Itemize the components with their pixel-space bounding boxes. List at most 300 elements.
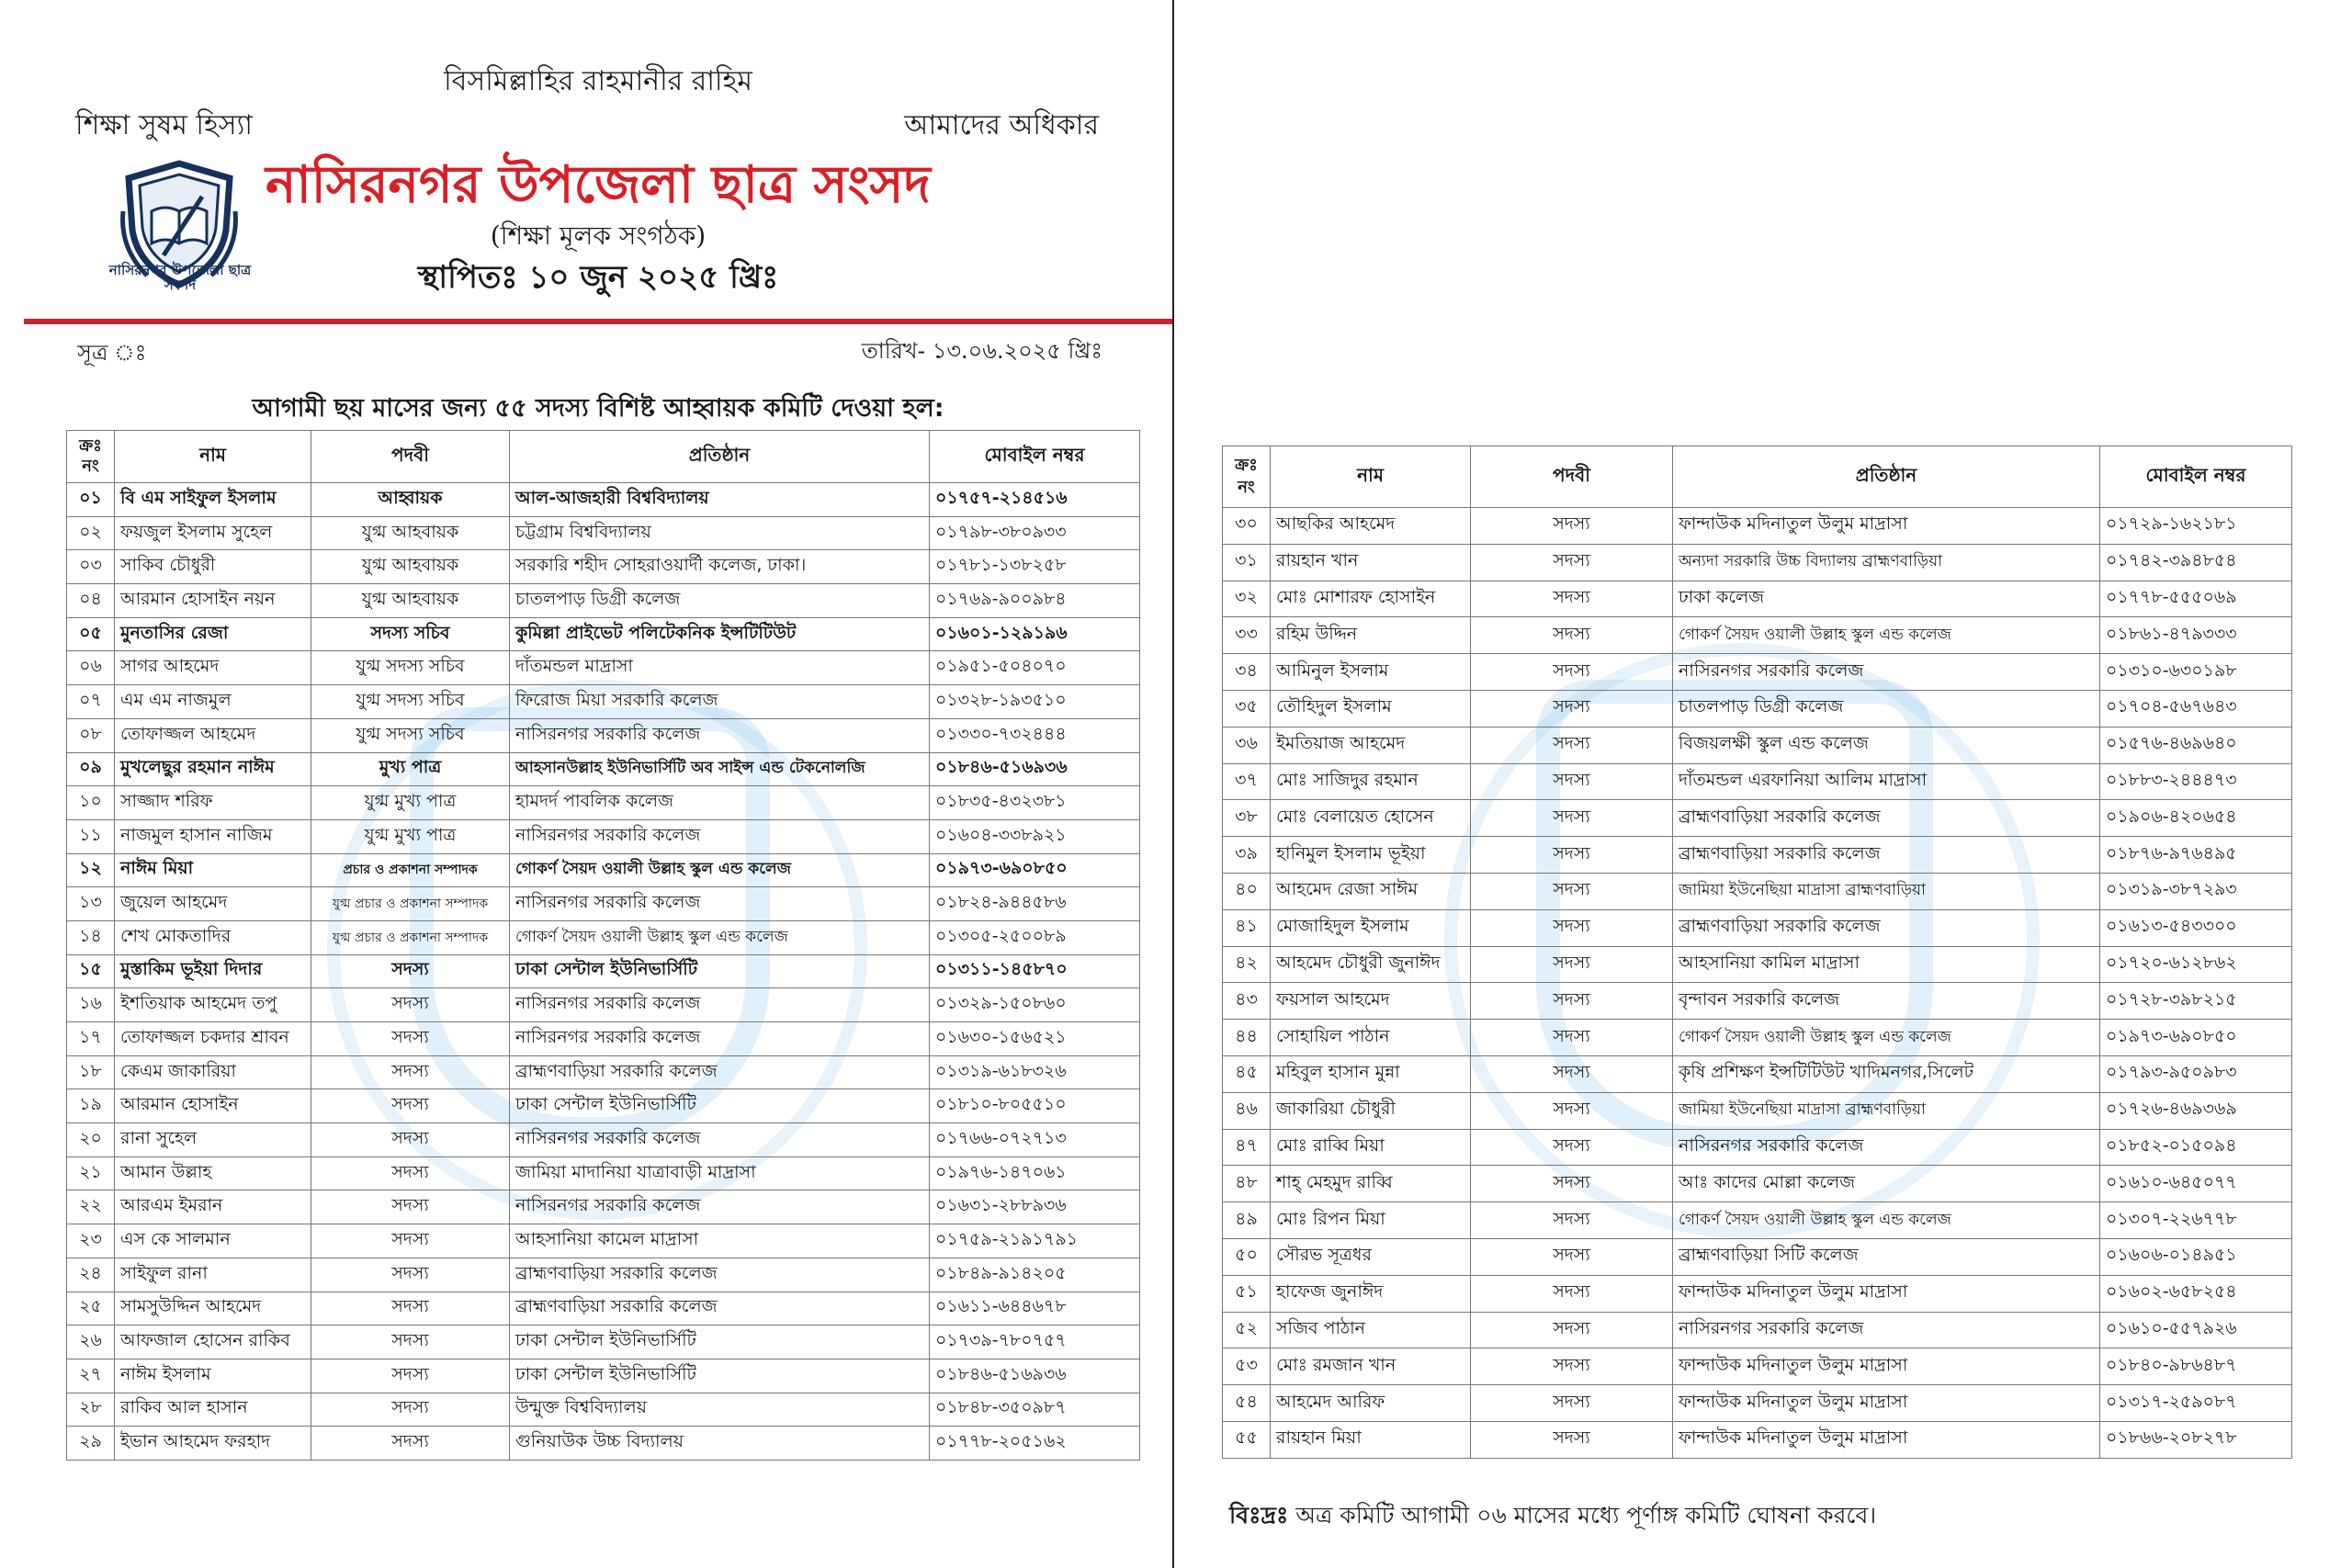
cell-serial: ১৩ bbox=[67, 887, 115, 921]
cell-mobile: ০১৭৬৬-০৭২৭১৩ bbox=[930, 1123, 1140, 1157]
cell-institution: নাসিরনগর সরকারি কলেজ bbox=[510, 988, 930, 1022]
cell-name: শাহ্ মেহমুদ রাব্বি bbox=[1271, 1166, 1471, 1202]
reference-label: সূত্র ঃ bbox=[77, 340, 147, 366]
table-row bbox=[67, 617, 1140, 651]
cell-serial: ৪৯ bbox=[1223, 1202, 1271, 1239]
table-row bbox=[1223, 581, 2292, 617]
cell-institution: ঢাকা সেন্টাল ইউনিভার্সিটি bbox=[510, 1325, 930, 1359]
cell-mobile: ০১৭২৬-৪৬৯৩৬৯ bbox=[2100, 1092, 2292, 1129]
organization-name: নাসিরনগর উপজেলা ছাত্র সংসদ bbox=[266, 154, 931, 215]
cell-name: ইভান আহমেদ ফরহাদ bbox=[115, 1427, 311, 1461]
cell-institution: ফান্দাউক মদিনাতুল উলুম মাদ্রাসা bbox=[1673, 1385, 2100, 1422]
cell-post: সদস্য bbox=[1471, 909, 1673, 946]
cell-serial: ২৩ bbox=[67, 1224, 115, 1258]
cell-mobile: ০১৮১০-৮০৫৫১০ bbox=[930, 1089, 1140, 1123]
cell-mobile: ০১৩২৮-১৯৩৫১০ bbox=[930, 685, 1140, 719]
cell-post: সদস্য bbox=[311, 1089, 510, 1123]
table-row bbox=[1223, 1275, 2292, 1312]
footer-note bbox=[1229, 1497, 1876, 1537]
cell-serial: ০৮ bbox=[67, 718, 115, 752]
cell-serial: ৪১ bbox=[1223, 909, 1271, 946]
cell-serial: ১৫ bbox=[67, 954, 115, 988]
table-row bbox=[1223, 690, 2292, 727]
col-header-name: নাম bbox=[115, 431, 311, 483]
cell-institution: নাসিরনগর সরকারি কলেজ bbox=[1673, 1312, 2100, 1348]
cell-institution: চাতলপাড় ডিগ্রী কলেজ bbox=[510, 584, 930, 618]
table-row bbox=[67, 954, 1140, 988]
table-row bbox=[67, 1089, 1140, 1123]
organization-type: (শিক্ষা মূলক সংগঠক) bbox=[490, 220, 707, 251]
cell-post: সদস্য bbox=[1471, 654, 1673, 691]
cell-institution: নাসিরনগর সরকারি কলেজ bbox=[510, 1022, 930, 1056]
cell-post: সদস্য bbox=[311, 1156, 510, 1190]
cell-serial: ২৬ bbox=[67, 1325, 115, 1359]
cell-institution: আল-আজহারী বিশ্ববিদ্যালয় bbox=[510, 483, 930, 517]
table-row bbox=[1223, 1312, 2292, 1348]
cell-institution: নাসিরনগর সরকারি কলেজ bbox=[510, 718, 930, 752]
cell-serial: ২৮ bbox=[67, 1393, 115, 1427]
table-row bbox=[67, 1325, 1140, 1359]
cell-mobile: ০১৯০৬-৪২০৬৫৪ bbox=[2100, 800, 2292, 837]
cell-mobile: ০১৭৭৮-২০৫১৬২ bbox=[930, 1427, 1140, 1461]
col-header-name: নাম bbox=[1271, 446, 1471, 508]
cell-post: যুগ্ম আহবায়ক bbox=[311, 516, 510, 550]
cell-institution: নাসিরনগর সরকারি কলেজ bbox=[1673, 654, 2100, 691]
cell-institution: কুমিল্লা প্রাইভেট পলিটেকনিক ইন্সটিটিউট bbox=[510, 617, 930, 651]
cell-institution: বৃন্দাবন সরকারি কলেজ bbox=[1673, 983, 2100, 1020]
cell-mobile: ০১৬০২-৬৫৮২৫৪ bbox=[2100, 1275, 2292, 1312]
cell-name: সামসুউদ্দিন আহমেদ bbox=[115, 1292, 311, 1325]
cell-mobile: ০১৭৫৯-২১৯১৭৯১ bbox=[930, 1224, 1140, 1258]
members-table-right bbox=[1222, 446, 2292, 1459]
cell-post: সদস্য bbox=[311, 1123, 510, 1157]
cell-serial: ৩২ bbox=[1223, 581, 1271, 617]
cell-institution: দাঁতমন্ডল মাদ্রাসা bbox=[510, 651, 930, 685]
cell-institution: ফিরোজ মিয়া সরকারি কলেজ bbox=[510, 685, 930, 719]
cell-institution: হামদর্দ পাবলিক কলেজ bbox=[510, 786, 930, 820]
cell-serial: ০৬ bbox=[67, 651, 115, 685]
cell-post: যুগ্ম মুখ্য পাত্র bbox=[311, 819, 510, 853]
cell-mobile: ০১৭৪২-৩৯৪৮৫৪ bbox=[2100, 544, 2292, 581]
table-row bbox=[1223, 727, 2292, 763]
cell-serial: ০৯ bbox=[67, 752, 115, 786]
table-row bbox=[1223, 1238, 2292, 1275]
cell-name: শেখ মোকতাদির bbox=[115, 920, 311, 954]
cell-institution: কৃষি প্রশিক্ষণ ইন্সটিটিউট খাদিমনগর,সিলেট bbox=[1673, 1055, 2100, 1092]
cell-post: সদস্য bbox=[311, 1190, 510, 1224]
cell-mobile: ০১৬৩১-২৮৮৯৩৬ bbox=[930, 1190, 1140, 1224]
cell-name: কেএম জাকারিয়া bbox=[115, 1055, 311, 1089]
table-row bbox=[1223, 1129, 2292, 1166]
cell-serial: ৪৩ bbox=[1223, 983, 1271, 1020]
cell-mobile: ০১৬১১-৬৪৪৬৭৮ bbox=[930, 1292, 1140, 1325]
cell-name: রানা সুহেল bbox=[115, 1123, 311, 1157]
table-row bbox=[67, 1258, 1140, 1292]
cell-post: সদস্য bbox=[311, 1292, 510, 1325]
table-row bbox=[67, 651, 1140, 685]
cell-post: যুগ্ম আহবায়ক bbox=[311, 584, 510, 618]
cell-mobile: ০১৩১১-১৪৫৮৭০ bbox=[930, 954, 1140, 988]
cell-institution: আহসানিয়া কামিল মাদ্রাসা bbox=[1673, 946, 2100, 983]
cell-serial: ২৭ bbox=[67, 1359, 115, 1393]
cell-institution: সরকারি শহীদ সোহরাওয়ার্দী কলেজ, ঢাকা। bbox=[510, 550, 930, 584]
cell-serial: ৩৫ bbox=[1223, 690, 1271, 727]
cell-name: আহমেদ চৌধুরী জুনাঈদ bbox=[1271, 946, 1471, 983]
cell-institution: আহসানিয়া কামেল মাদ্রাসা bbox=[510, 1224, 930, 1258]
cell-post: সদস্য bbox=[1471, 837, 1673, 874]
cell-post: সদস্য bbox=[1471, 1166, 1673, 1202]
cell-mobile: ০১৮৭৬-৯৭৬৪৯৫ bbox=[2100, 837, 2292, 874]
table-row bbox=[1223, 909, 2292, 946]
table-row bbox=[1223, 837, 2292, 874]
cell-post: মুখ্য পাত্র bbox=[311, 752, 510, 786]
cell-institution: জামিয়া ইউনেছিয়া মাদ্রাসা ব্রাহ্মণবাড়িয়া bbox=[1673, 873, 2100, 909]
cell-mobile: ০১৬০৬-০১৪৯৫১ bbox=[2100, 1238, 2292, 1275]
cell-serial: ২৯ bbox=[67, 1427, 115, 1461]
col-header-institution: প্রতিষ্ঠান bbox=[1673, 446, 2100, 508]
cell-institution: গুনিয়াউক উচ্চ বিদ্যালয় bbox=[510, 1427, 930, 1461]
cell-post: সদস্য bbox=[1471, 946, 1673, 983]
cell-mobile: ০১৫৭৬-৪৬৯৬৪০ bbox=[2100, 727, 2292, 763]
cell-name: রায়হান মিয়া bbox=[1271, 1421, 1471, 1458]
page-right bbox=[1178, 0, 2352, 1568]
cell-post: সদস্য bbox=[1471, 1312, 1673, 1348]
cell-serial: ১২ bbox=[67, 853, 115, 887]
cell-institution: চাতলপাড় ডিগ্রী কলেজ bbox=[1673, 690, 2100, 727]
cell-serial: ২২ bbox=[67, 1190, 115, 1224]
cell-name: নাঈম ইসলাম bbox=[115, 1359, 311, 1393]
cell-serial: ১৬ bbox=[67, 988, 115, 1022]
cell-mobile: ০১৬১০-৫৫৭৯২৬ bbox=[2100, 1312, 2292, 1348]
cell-post: সদস্য bbox=[311, 1393, 510, 1427]
cell-serial: ৩৭ bbox=[1223, 763, 1271, 800]
cell-serial: ৪৫ bbox=[1223, 1055, 1271, 1092]
cell-mobile: ০১৭৬৯-৯০০৯৮৪ bbox=[930, 584, 1140, 618]
cell-post: যুগ্ম সদস্য সচিব bbox=[311, 685, 510, 719]
cell-name: সোহায়িল পাঠান bbox=[1271, 1020, 1471, 1056]
cell-institution: ব্রাহ্মণবাড়িয়া সিটি কলেজ bbox=[1673, 1238, 2100, 1275]
table-row bbox=[1223, 873, 2292, 909]
cell-post: সদস্য bbox=[1471, 1202, 1673, 1239]
cell-serial: ৩৪ bbox=[1223, 654, 1271, 691]
cell-mobile: ০১৮৫২-০১৫০৯৪ bbox=[2100, 1129, 2292, 1166]
cell-name: এম এম নাজমুল bbox=[115, 685, 311, 719]
table-row bbox=[1223, 654, 2292, 691]
cell-post: সদস্য bbox=[1471, 690, 1673, 727]
document-date: তারিখ- ১৩.০৬.২০২৫ খ্রিঃ bbox=[861, 338, 1102, 364]
cell-name: মহিবুল হাসান মুন্না bbox=[1271, 1055, 1471, 1092]
cell-institution: নাসিরনগর সরকারি কলেজ bbox=[510, 1123, 930, 1157]
cell-post: সদস্য bbox=[311, 1325, 510, 1359]
members-table-left bbox=[66, 430, 1140, 1461]
cell-post: সদস্য bbox=[1471, 1348, 1673, 1385]
cell-serial: ১০ bbox=[67, 786, 115, 820]
cell-post: আহ্বায়ক bbox=[311, 483, 510, 517]
table-row bbox=[1223, 763, 2292, 800]
cell-name: মোঃ বেলায়েত হোসেন bbox=[1271, 800, 1471, 837]
table-row bbox=[1223, 1166, 2292, 1202]
cell-post: সদস্য bbox=[1471, 508, 1673, 545]
cell-name: জাকারিয়া চৌধুরী bbox=[1271, 1092, 1471, 1129]
cell-name: আমিনুল ইসলাম bbox=[1271, 654, 1471, 691]
table-row bbox=[67, 1156, 1140, 1190]
cell-institution: গোকর্ণ সৈয়দ ওয়ালী উল্লাহ স্কুল এন্ড কলেজ bbox=[1673, 1202, 2100, 1239]
table-row bbox=[1223, 1055, 2292, 1092]
table-row bbox=[67, 584, 1140, 618]
cell-post: সদস্য bbox=[1471, 763, 1673, 800]
cell-mobile: ০১৭৯৮-৩৮০৯৩৩ bbox=[930, 516, 1140, 550]
cell-post: সদস্য bbox=[1471, 1275, 1673, 1312]
cell-mobile: ০১৯৭৩-৬৯০৮৫০ bbox=[930, 853, 1140, 887]
cell-serial: ৪৮ bbox=[1223, 1166, 1271, 1202]
cell-name: তোফাজ্জল চকদার শ্রাবন bbox=[115, 1022, 311, 1056]
cell-name: মোজাহিদুল ইসলাম bbox=[1271, 909, 1471, 946]
cell-post: যুগ্ম প্রচার ও প্রকাশনা সম্পাদক bbox=[311, 920, 510, 954]
cell-post: সদস্য bbox=[1471, 1385, 1673, 1422]
table-row bbox=[1223, 983, 2292, 1020]
note-text: অত্র কমিটি আগামী ০৬ মাসের মধ্যে পূর্ণাঙ্গ কমিটি ঘোষনা করবে। bbox=[1288, 1502, 1877, 1529]
cell-serial: ০৫ bbox=[67, 617, 115, 651]
cell-name: এস কে সালমান bbox=[115, 1224, 311, 1258]
cell-name: মোঃ রিপন মিয়া bbox=[1271, 1202, 1471, 1239]
cell-institution: নাসিরনগর সরকারি কলেজ bbox=[510, 1190, 930, 1224]
cell-name: ইশতিয়াক আহমেদ তপু bbox=[115, 988, 311, 1022]
table-row bbox=[67, 819, 1140, 853]
cell-post: সদস্য bbox=[1471, 1129, 1673, 1166]
table-row bbox=[67, 550, 1140, 584]
cell-mobile: ০১৮৩৫-৪৩২৩৮১ bbox=[930, 786, 1140, 820]
cell-serial: ০২ bbox=[67, 516, 115, 550]
established-date: স্থাপিতঃ ১০ জুন ২০২৫ খ্রিঃ bbox=[417, 259, 779, 296]
table-row bbox=[67, 1022, 1140, 1056]
logo-caption: নাসিরনগর উপজেলা ছাত্র সংসদ bbox=[108, 262, 252, 293]
table-row bbox=[1223, 800, 2292, 837]
cell-post: সদস্য bbox=[311, 954, 510, 988]
cell-serial: ৪৪ bbox=[1223, 1020, 1271, 1056]
cell-institution: ঢাকা কলেজ bbox=[1673, 581, 2100, 617]
cell-mobile: ০১৭০৪-৫৬৭৬৪৩ bbox=[2100, 690, 2292, 727]
cell-institution: ব্রাহ্মণবাড়িয়া সরকারি কলেজ bbox=[1673, 800, 2100, 837]
cell-name: বি এম সাইফুল ইসলাম bbox=[115, 483, 311, 517]
cell-institution: গোকর্ণ সৈয়দ ওয়ালী উল্লাহ স্কুল এন্ড কলেজ bbox=[1673, 1020, 2100, 1056]
cell-post: সদস্য bbox=[311, 1258, 510, 1292]
cell-mobile: ০১৩০৫-২৫০০৮৯ bbox=[930, 920, 1140, 954]
table-row bbox=[1223, 508, 2292, 545]
cell-name: সৌরভ সূত্রধর bbox=[1271, 1238, 1471, 1275]
cell-mobile: ০১৮৪৬-৫১৬৯৩৬ bbox=[930, 1359, 1140, 1393]
table-row bbox=[67, 988, 1140, 1022]
cell-name: সাজ্জাদ শরিফ bbox=[115, 786, 311, 820]
cell-institution: ঢাকা সেন্টাল ইউনিভার্সিটি bbox=[510, 1089, 930, 1123]
col-header-post: পদবী bbox=[311, 431, 510, 483]
cell-name: মুনতাসির রেজা bbox=[115, 617, 311, 651]
cell-institution: ব্রাহ্মণবাড়িয়া সরকারি কলেজ bbox=[510, 1292, 930, 1325]
table-row bbox=[67, 1427, 1140, 1461]
cell-post: সদস্য সচিব bbox=[311, 617, 510, 651]
col-header-serial: ক্রঃ নং bbox=[1223, 446, 1271, 508]
cell-mobile: ০১৬০৪-৩৩৮৯২১ bbox=[930, 819, 1140, 853]
cell-name: আরএম ইমরান bbox=[115, 1190, 311, 1224]
cell-post: যুগ্ম সদস্য সচিব bbox=[311, 651, 510, 685]
col-header-mobile: মোবাইল নম্বর bbox=[2100, 446, 2292, 508]
cell-institution: গোকর্ণ সৈয়দ ওয়ালী উল্লাহ স্কুল এন্ড কলেজ bbox=[510, 853, 930, 887]
cell-mobile: ০১৩১৯-৬১৮৩২৬ bbox=[930, 1055, 1140, 1089]
cell-post: সদস্য bbox=[1471, 1238, 1673, 1275]
cell-serial: ৪০ bbox=[1223, 873, 1271, 909]
cell-post: সদস্য bbox=[1471, 1421, 1673, 1458]
table-row bbox=[1223, 1348, 2292, 1385]
cell-mobile: ০১৩১৯-৩৮৭২৯৩ bbox=[2100, 873, 2292, 909]
cell-post: যুগ্ম প্রচার ও প্রকাশনা সম্পাদক bbox=[311, 887, 510, 921]
cell-institution: ফান্দাউক মদিনাতুল উলুম মাদ্রাসা bbox=[1673, 1275, 2100, 1312]
cell-serial: ৩৮ bbox=[1223, 800, 1271, 837]
cell-mobile: ০১৮৪৯-৯১৪২০৫ bbox=[930, 1258, 1140, 1292]
cell-mobile: ০১৬১৩-৫৪৩৩০০ bbox=[2100, 909, 2292, 946]
cell-institution: আঃ কাদের মোল্লা কলেজ bbox=[1673, 1166, 2100, 1202]
cell-post: সদস্য bbox=[1471, 1092, 1673, 1129]
cell-institution: ঢাকা সেন্টাল ইউনিভার্সিটি bbox=[510, 954, 930, 988]
table-row bbox=[67, 718, 1140, 752]
cell-name: নাজমুল হাসান নাজিম bbox=[115, 819, 311, 853]
cell-mobile: ০১৩৩০-৭৩২৪৪৪ bbox=[930, 718, 1140, 752]
cell-serial: ০৪ bbox=[67, 584, 115, 618]
cell-name: মুখলেছুর রহমান নাঈম bbox=[115, 752, 311, 786]
table-row bbox=[1223, 1020, 2292, 1056]
table-row bbox=[1223, 1202, 2292, 1239]
cell-institution: গোকর্ণ সৈয়দ ওয়ালী উল্লাহ স্কুল এন্ড কলেজ bbox=[510, 920, 930, 954]
cell-name: ফয়জুল ইসলাম সুহেল bbox=[115, 516, 311, 550]
cell-serial: ২০ bbox=[67, 1123, 115, 1157]
cell-name: সাকিব চৌধুরী bbox=[115, 550, 311, 584]
cell-name: আরমান হোসাইন নয়ন bbox=[115, 584, 311, 618]
table-row bbox=[1223, 617, 2292, 654]
cell-post: সদস্য bbox=[311, 1022, 510, 1056]
cell-institution: ঢাকা সেন্টাল ইউনিভার্সিটি bbox=[510, 1359, 930, 1393]
cell-post: সদস্য bbox=[311, 1359, 510, 1393]
cell-institution: ব্রাহ্মণবাড়িয়া সরকারি কলেজ bbox=[1673, 837, 2100, 874]
cell-mobile: ০১৮৬৬-২০৮২৭৮ bbox=[2100, 1421, 2292, 1458]
cell-mobile: ০১৮৪৬-৫১৬৯৩৬ bbox=[930, 752, 1140, 786]
cell-serial: ১৪ bbox=[67, 920, 115, 954]
cell-mobile: ০১৩০৭-২২৬৭৭৮ bbox=[2100, 1202, 2292, 1239]
cell-post: যুগ্ম মুখ্য পাত্র bbox=[311, 786, 510, 820]
bismillah: বিসমিল্লাহির রাহমানীর রাহিম bbox=[444, 65, 752, 97]
cell-name: নাঈম মিয়া bbox=[115, 853, 311, 887]
table-row bbox=[67, 786, 1140, 820]
cell-serial: ৫৫ bbox=[1223, 1421, 1271, 1458]
cell-name: মোঃ সাজিদুর রহমান bbox=[1271, 763, 1471, 800]
cell-mobile: ০১৮৪০-৯৮৬৪৮৭ bbox=[2100, 1348, 2292, 1385]
cell-post: সদস্য bbox=[1471, 873, 1673, 909]
cell-institution: অন্যদা সরকারি উচ্চ বিদ্যালয় ব্রাহ্মণবাড়িয়া bbox=[1673, 544, 2100, 581]
col-header-mobile: মোবাইল নম্বর bbox=[930, 431, 1140, 483]
cell-post: সদস্য bbox=[1471, 800, 1673, 837]
cell-post: সদস্য bbox=[1471, 544, 1673, 581]
cell-post: সদস্য bbox=[311, 1224, 510, 1258]
cell-name: মোঃ মোশারফ হোসাইন bbox=[1271, 581, 1471, 617]
cell-name: হাফেজ জুনাঈদ bbox=[1271, 1275, 1471, 1312]
cell-post: যুগ্ম সদস্য সচিব bbox=[311, 718, 510, 752]
cell-serial: ০৭ bbox=[67, 685, 115, 719]
cell-mobile: ০১৬৩০-১৫৬৫২১ bbox=[930, 1022, 1140, 1056]
cell-serial: ২৪ bbox=[67, 1258, 115, 1292]
col-header-institution: প্রতিষ্ঠান bbox=[510, 431, 930, 483]
cell-mobile: ০১৭২৯-১৬২১৮১ bbox=[2100, 508, 2292, 545]
cell-name: রাকিব আল হাসান bbox=[115, 1393, 311, 1427]
header-rule bbox=[24, 319, 1172, 324]
cell-institution: আহসানউল্লাহ ইউনিভার্সিটি অব সাইন্স এন্ড টেকনোলজি bbox=[510, 752, 930, 786]
cell-serial: ০৩ bbox=[67, 550, 115, 584]
cell-name: সাইফুল রানা bbox=[115, 1258, 311, 1292]
cell-name: আহমেদ রেজা সাঈম bbox=[1271, 873, 1471, 909]
cell-post: সদস্য bbox=[311, 988, 510, 1022]
cell-mobile: ০১৭৩৯-৭৮০৭৫৭ bbox=[930, 1325, 1140, 1359]
cell-name: সাগর আহমেদ bbox=[115, 651, 311, 685]
cell-serial: ২১ bbox=[67, 1156, 115, 1190]
cell-serial: ৫৩ bbox=[1223, 1348, 1271, 1385]
cell-name: মোঃ রাব্বি মিয়া bbox=[1271, 1129, 1471, 1166]
slogan-left: শিক্ষা সুষম হিস্যা bbox=[75, 109, 253, 141]
cell-serial: ৫২ bbox=[1223, 1312, 1271, 1348]
cell-serial: ৫০ bbox=[1223, 1238, 1271, 1275]
table-row bbox=[1223, 544, 2292, 581]
cell-name: ইমতিয়াজ আহমেদ bbox=[1271, 727, 1471, 763]
cell-name: হানিমুল ইসলাম ভূইয়া bbox=[1271, 837, 1471, 874]
table-row bbox=[67, 685, 1140, 719]
cell-name: আছকির আহমেদ bbox=[1271, 508, 1471, 545]
cell-institution: ফান্দাউক মদিনাতুল উলুম মাদ্রাসা bbox=[1673, 508, 2100, 545]
cell-mobile: ০১৭৫৭-২১৪৫১৬ bbox=[930, 483, 1140, 517]
cell-name: তৌহিদুল ইসলাম bbox=[1271, 690, 1471, 727]
cell-name: আরমান হোসাইন bbox=[115, 1089, 311, 1123]
table-row bbox=[67, 1055, 1140, 1089]
cell-mobile: ০১৮৮৩-২৪৪৪৭৩ bbox=[2100, 763, 2292, 800]
table-row bbox=[67, 887, 1140, 921]
cell-mobile: ০১৭৭৮-৫৫৫০৬৯ bbox=[2100, 581, 2292, 617]
cell-post: সদস্য bbox=[1471, 1055, 1673, 1092]
table-row bbox=[67, 483, 1140, 517]
cell-serial: ৫১ bbox=[1223, 1275, 1271, 1312]
col-header-post: পদবী bbox=[1471, 446, 1673, 508]
cell-institution: চট্টগ্রাম বিশ্ববিদ্যালয় bbox=[510, 516, 930, 550]
cell-serial: ১১ bbox=[67, 819, 115, 853]
cell-serial: ৩৩ bbox=[1223, 617, 1271, 654]
table-row bbox=[67, 1393, 1140, 1427]
cell-mobile: ০১৩১০-৬৩০১৯৮ bbox=[2100, 654, 2292, 691]
cell-institution: ফান্দাউক মদিনাতুল উলুম মাদ্রাসা bbox=[1673, 1421, 2100, 1458]
cell-institution: ব্রাহ্মণবাড়িয়া সরকারি কলেজ bbox=[510, 1055, 930, 1089]
cell-mobile: ০১৭৮১-১৩৮২৫৮ bbox=[930, 550, 1140, 584]
cell-mobile: ০১৭৯৩-৯৫০৯৮৩ bbox=[2100, 1055, 2292, 1092]
cell-mobile: ০১৭২০-৬১২৮৬২ bbox=[2100, 946, 2292, 983]
cell-mobile: ০১৯৭৩-৬৯০৮৫০ bbox=[2100, 1020, 2292, 1056]
cell-post: যুগ্ম আহবায়ক bbox=[311, 550, 510, 584]
cell-post: সদস্য bbox=[1471, 1020, 1673, 1056]
cell-serial: ৩০ bbox=[1223, 508, 1271, 545]
intro-text: আগামী ছয় মাসের জন্য ৫৫ সদস্য বিশিষ্ট আহ্বায়ক কমিটি দেওয়া হল: bbox=[252, 394, 944, 423]
cell-serial: ০১ bbox=[67, 483, 115, 517]
cell-institution: ব্রাহ্মণবাড়িয়া সরকারি কলেজ bbox=[1673, 909, 2100, 946]
cell-mobile: ০১৮৪৮-৩৫০৯৮৭ bbox=[930, 1393, 1140, 1427]
cell-name: ফয়সাল আহমেদ bbox=[1271, 983, 1471, 1020]
cell-institution: গোকর্ণ সৈয়দ ওয়ালী উল্লাহ স্কুল এন্ড কলেজ bbox=[1673, 617, 2100, 654]
cell-mobile: ০১৭২৮-৩৯৮২১৫ bbox=[2100, 983, 2292, 1020]
cell-name: আহমেদ আরিফ bbox=[1271, 1385, 1471, 1422]
table-row bbox=[67, 752, 1140, 786]
cell-name: মুস্তাকিম ভূইয়া দিদার bbox=[115, 954, 311, 988]
cell-post: সদস্য bbox=[1471, 581, 1673, 617]
table-row bbox=[67, 1359, 1140, 1393]
